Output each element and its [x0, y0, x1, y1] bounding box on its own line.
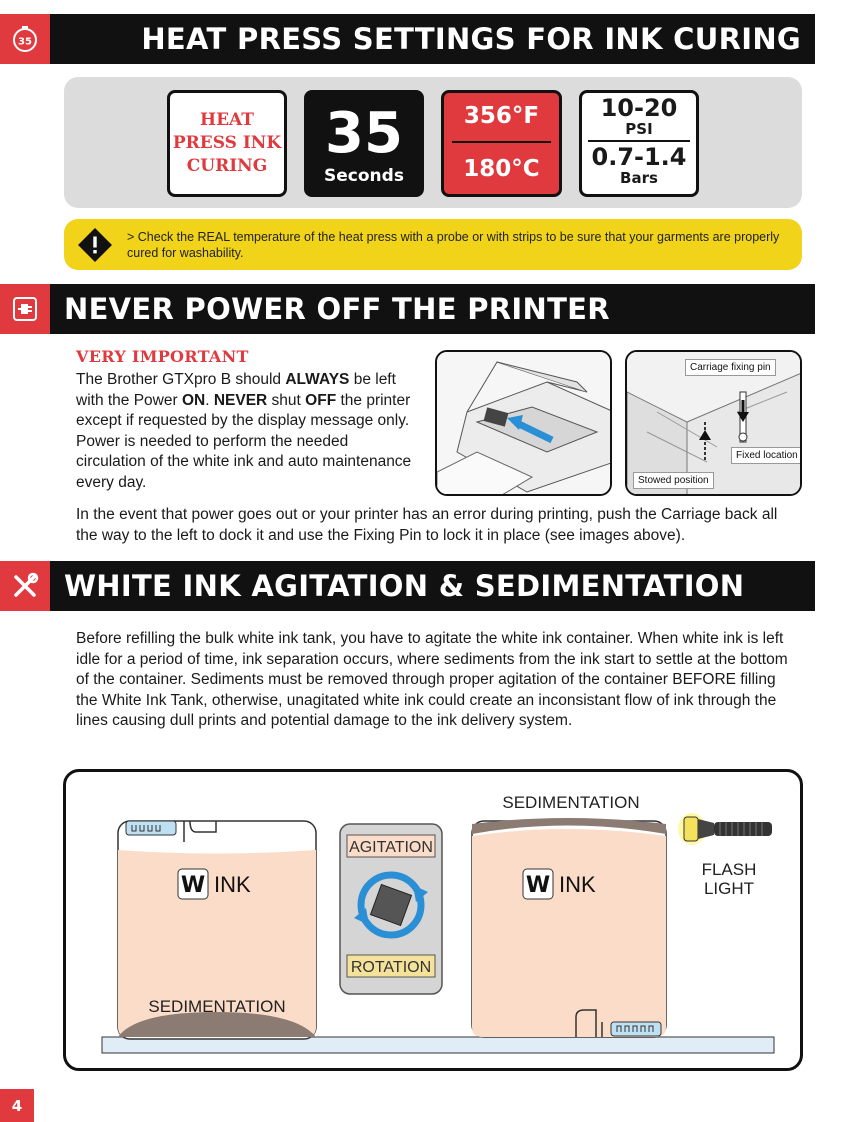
seconds-label: Seconds: [324, 166, 404, 186]
emphasis-never: NEVER: [213, 391, 268, 409]
light-label: LIGHT: [703, 879, 755, 898]
section-title: HEAT PRESS SETTINGS FOR INK CURING: [141, 22, 801, 56]
carriage-fixing-pin-photo: [625, 350, 802, 496]
heat-label-line: CURING: [186, 156, 268, 176]
text-run: The Brother GTXpro B should: [76, 371, 286, 388]
section-header-heat-press: [0, 14, 815, 64]
temperature-fahrenheit: 356°F: [463, 103, 540, 129]
power-instructions: [76, 370, 416, 493]
temperature-warning: [64, 219, 802, 270]
psi-value: 10-20: [600, 94, 678, 122]
power-outage-instructions: In the event that power goes out or your printer has an error during printing, push the Carriage back all the way to the left to dock it and use the Fixing Pin to lock it in place (see images above).: [76, 506, 778, 544]
section-header-white-ink: [0, 561, 815, 611]
seconds-value: 35: [325, 101, 403, 166]
pressure-box: [579, 90, 699, 197]
page-number: 4: [0, 1089, 34, 1122]
emphasis-on: ON: [181, 391, 206, 409]
left-ink-container: [118, 821, 316, 1039]
section-title: WHITE INK AGITATION & SEDIMENTATION: [64, 569, 745, 603]
stopwatch-35-icon: [0, 14, 50, 64]
heat-label-line: PRESS INK: [172, 133, 282, 153]
heat-label-line: HEAT: [200, 110, 254, 130]
agitation-diagram-svg: [66, 772, 800, 1068]
tools-icon: [0, 561, 50, 611]
emphasis-off: OFF: [305, 391, 337, 409]
very-important-heading: VERY IMPORTANT: [76, 347, 249, 366]
left-w-label: W: [180, 873, 206, 898]
printer-illustration: [437, 352, 612, 496]
agitation-label: AGITATION: [349, 839, 433, 856]
divider: [588, 140, 690, 142]
right-ink-label: INK: [559, 872, 596, 897]
bars-value: 0.7-1.4: [591, 143, 687, 171]
text-run: the printer except if requested by the display message only. Power is needed to perform the needed circulation of the white ink and auto maintenance every day.: [76, 391, 412, 491]
section-header-never-power-off: [0, 284, 815, 334]
heat-press-ink-curing-box: [167, 90, 287, 197]
agitation-rotation-panel: [340, 824, 442, 994]
flash-label: FLASH: [701, 860, 757, 879]
warning-diamond-icon: [78, 228, 112, 267]
callout-stowed-position: Stowed position: [633, 472, 714, 489]
bars-unit: Bars: [620, 169, 658, 187]
agitation-instructions: Before refilling the bulk white ink tank, you have to agitate the white ink container. When white ink is left idle for a period of time, ink separation occurs, where sediments from the ink start to settle at the bottom of the container. Sediments must be removed through proper agitation of the container BEFORE filling the White Ink Tank, otherwise, unagitated white ink could create an inconsistant flow of ink through the lines causing dull prints and potential damage to the ink delivery system.: [76, 630, 788, 729]
seconds-box: [304, 90, 424, 197]
temperature-box: [441, 90, 562, 197]
left-ink-label: INK: [214, 872, 251, 897]
right-ink-container: [472, 793, 666, 1037]
right-sedimentation-label: SEDIMENTATION: [502, 793, 640, 812]
flashlight-icon: [678, 813, 772, 845]
section-title: NEVER POWER OFF THE PRINTER: [64, 292, 610, 326]
warning-text: > Check the REAL temperature of the heat press with a probe or with strips to be sure that your garments are properly cured for washability.: [127, 230, 780, 260]
left-sedimentation-label: SEDIMENTATION: [148, 997, 286, 1016]
psi-unit: PSI: [625, 120, 653, 138]
callout-fixed-location: Fixed location: [731, 447, 802, 464]
stopwatch-badge-text: 35: [18, 36, 32, 48]
power-plug-icon: [0, 284, 50, 334]
text-run: shut: [267, 391, 306, 409]
ink-agitation-diagram: [63, 769, 803, 1071]
text-run: be left with the Power: [76, 371, 396, 409]
printer-carriage-photo: [435, 350, 612, 496]
text-run: .: [205, 391, 214, 409]
callout-carriage-fixing-pin: Carriage fixing pin: [685, 359, 776, 376]
emphasis-always: ALWAYS: [285, 371, 350, 388]
rotation-label: ROTATION: [350, 959, 432, 976]
temperature-celsius: 180°C: [463, 156, 540, 182]
right-w-label: W: [525, 873, 551, 898]
